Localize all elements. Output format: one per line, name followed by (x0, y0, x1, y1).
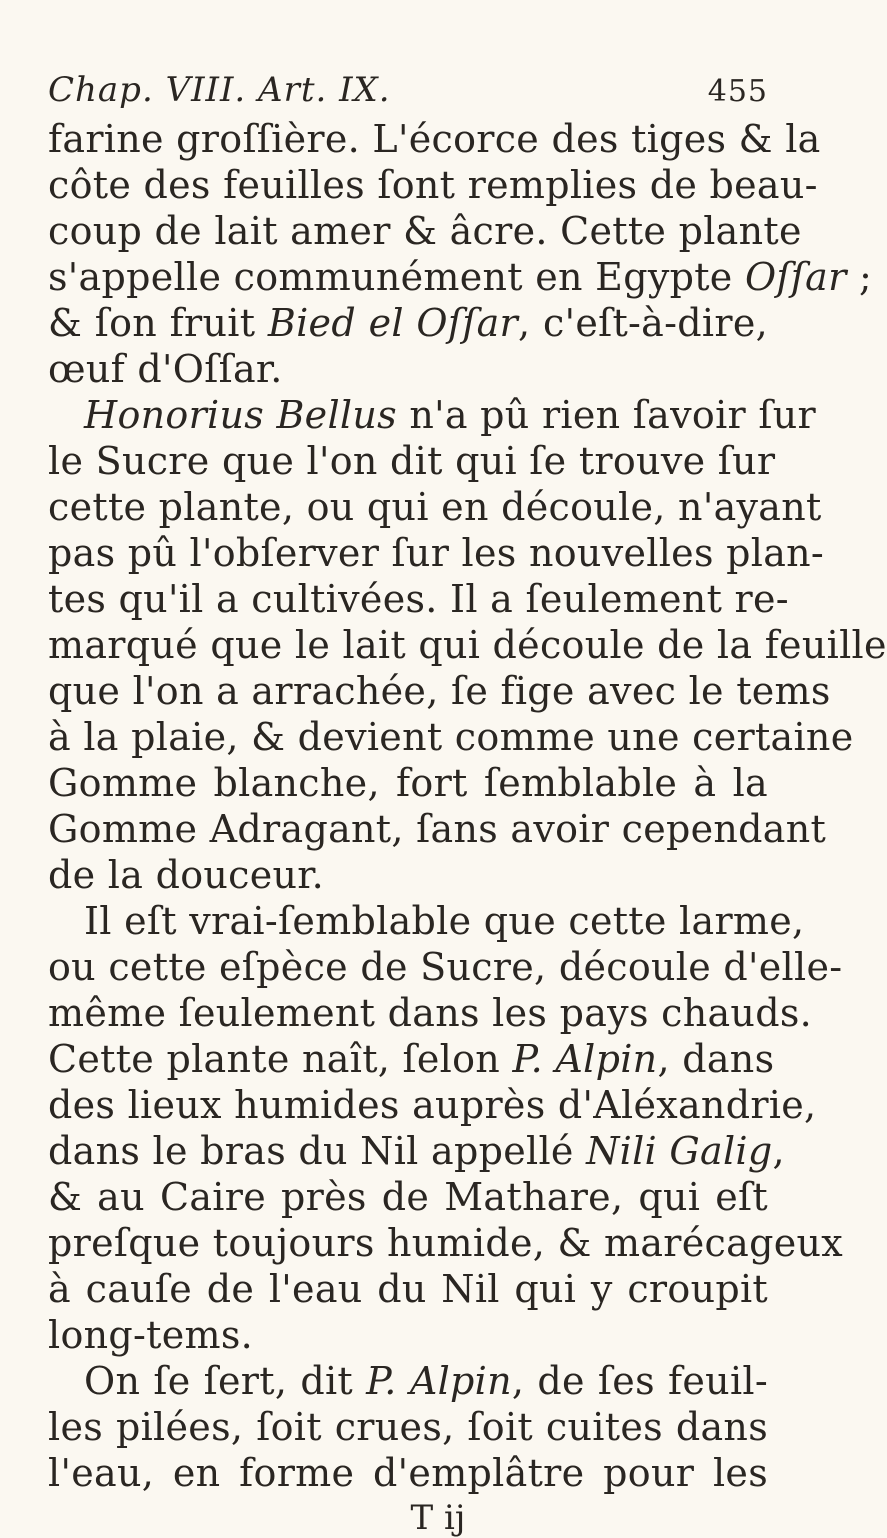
text-line: le Sucre que l'on dit qui ſe trouve ſur (48, 439, 776, 483)
text-line: de la douceur. (48, 853, 324, 897)
text-line: même ſeulement dans les pays chauds. (48, 991, 813, 1035)
text-line: Gomme blanche, fort ſemblable à la (48, 761, 768, 805)
text-line: cette plante, ou qui en découle, n'ayant (48, 485, 822, 529)
body-text (48, 116, 887, 1496)
signature-mark: T ij (410, 1498, 466, 1538)
text-line: dans le bras du Nil appellé Nili Galig, (48, 1129, 785, 1173)
text-line: à la plaie, & devient comme une certaine (48, 715, 854, 759)
text-line: preſque toujours humide, & marécageux (48, 1221, 844, 1265)
italic-name: P. Alpin (512, 1037, 658, 1081)
text-line: s'appelle communément en Egypte Oſſar ; (48, 255, 873, 299)
page-number: 455 (707, 74, 768, 109)
text-line: Cette plante naît, ſelon P. Alpin, dans (48, 1037, 775, 1081)
text-line: & ſon fruit Bied el Oſſar, c'eſt-à-dire, (48, 301, 768, 345)
text-line: les pilées, ſoit crues, ſoit cuites dans (48, 1405, 768, 1449)
text-line: l'eau, en forme d'emplâtre pour les (48, 1451, 768, 1495)
text-line: œuf d'Oſſar. (48, 347, 283, 391)
text-line: farine groſſière. L'écorce des tiges & la (48, 117, 821, 161)
text-line: à cauſe de l'eau du Nil qui y croupit (48, 1267, 768, 1311)
italic-name: P. Alpin (366, 1359, 512, 1403)
text-line: côte des feuilles ſont remplies de beau- (48, 163, 818, 207)
chapter-title: Chap. VIII. Art. IX. (48, 70, 391, 110)
italic-name: Honorius Bellus (84, 393, 397, 437)
text-line: pas pû l'obſerver ſur les nouvelles plan- (48, 531, 825, 575)
text-line: des lieux humides auprès d'Aléxandrie, (48, 1083, 817, 1127)
text-line: que l'on a arrachée, ſe fige avec le tems (48, 669, 831, 713)
text-line: tes qu'il a cultivées. Il a ſeulement re- (48, 577, 789, 621)
text-line: & au Caire près de Mathare, qui eſt (48, 1175, 768, 1219)
text-line: long-tems. (48, 1313, 254, 1357)
text-line: Honorius Bellus n'a pû rien ſavoir ſur (84, 393, 816, 437)
running-head (48, 70, 768, 116)
italic-name: Nili Galig (586, 1129, 773, 1173)
text-line: Il eſt vrai-ſemblable que cette larme, (84, 899, 805, 943)
text-line: On ſe ſert, dit P. Alpin, de ſes feuil- (84, 1359, 768, 1403)
text-line: ou cette eſpèce de Sucre, découle d'elle- (48, 945, 843, 989)
text-line: marqué que le lait qui découle de la feuille (48, 623, 887, 667)
text-line: Gomme Adragant, ſans avoir cependant (48, 807, 827, 851)
italic-name: Bied el Oſſar (267, 301, 519, 345)
italic-name: Oſſar (744, 255, 847, 299)
text-line: coup de lait amer & âcre. Cette plante (48, 209, 802, 253)
